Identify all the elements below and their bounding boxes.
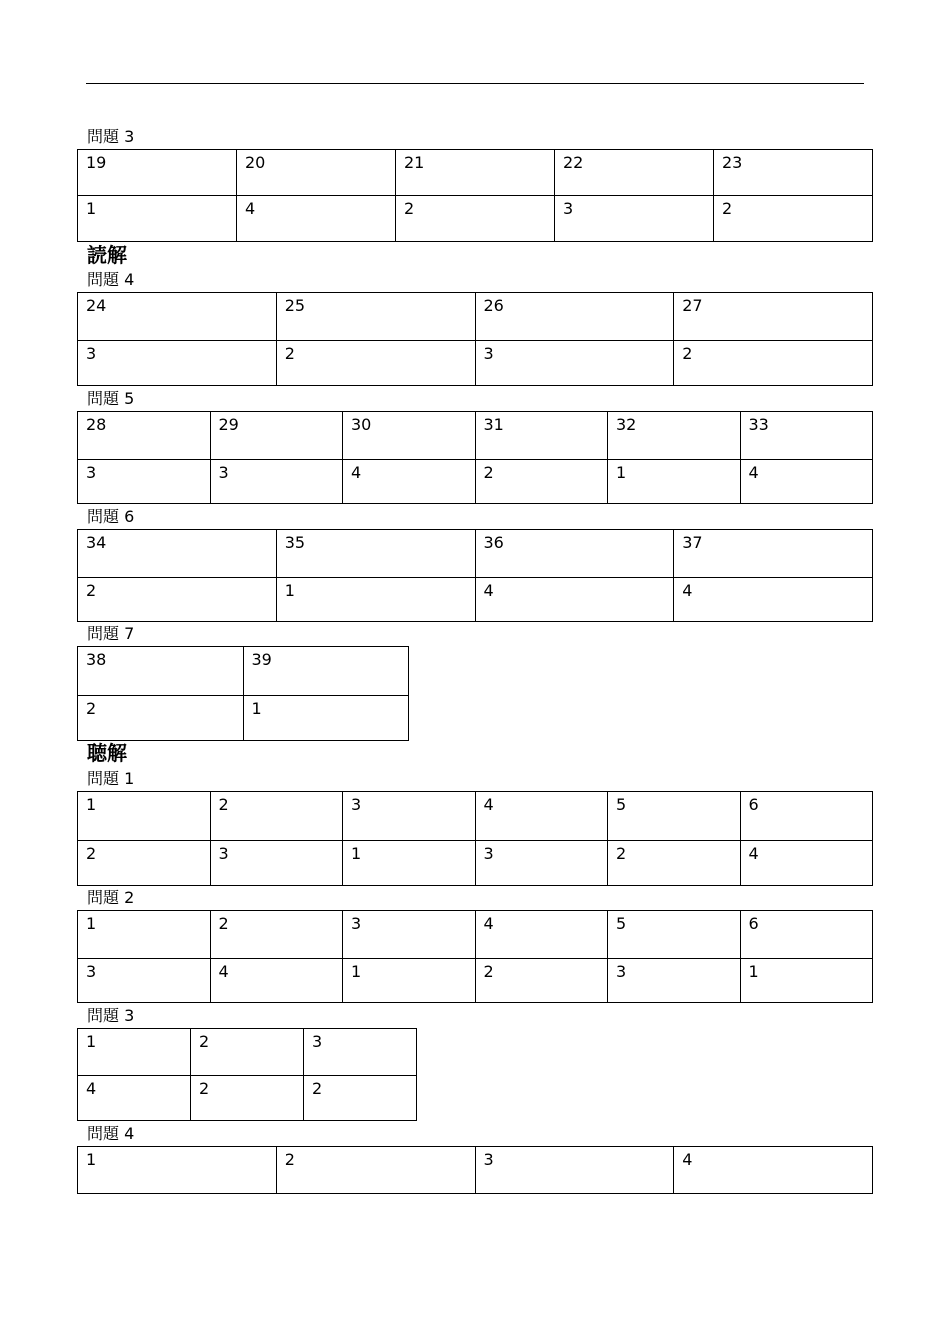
answer-row <box>78 196 873 242</box>
question-number-cell: 35 <box>276 530 475 578</box>
question-number-cell: 32 <box>608 412 741 460</box>
question-number-row <box>78 150 873 196</box>
question-number-cell: 4 <box>475 792 608 841</box>
answer-cell: 2 <box>475 959 608 1003</box>
question-number-cell: 2 <box>210 792 343 841</box>
question-number-row <box>78 911 873 959</box>
question-number-cell: 3 <box>304 1029 417 1076</box>
answer-cell: 4 <box>343 460 476 504</box>
answer-cell: 3 <box>78 460 211 504</box>
question-number-cell: 28 <box>78 412 211 460</box>
question-number-cell: 36 <box>475 530 674 578</box>
question-group-label: 問題 6 <box>87 507 135 526</box>
header-rule <box>86 83 864 84</box>
question-number-cell: 6 <box>740 792 873 841</box>
question-number-cell: 3 <box>475 1147 674 1194</box>
question-number-cell: 1 <box>78 1029 191 1076</box>
question-group-label: 問題 3 <box>87 127 135 146</box>
answer-cell: 3 <box>608 959 741 1003</box>
question-number-row <box>78 293 873 341</box>
answer-row <box>78 460 873 504</box>
answer-cell: 3 <box>475 841 608 886</box>
answer-table <box>77 411 873 504</box>
answer-cell: 3 <box>210 841 343 886</box>
question-number-cell: 19 <box>78 150 237 196</box>
question-group-label: 問題 4 <box>87 270 135 289</box>
question-number-cell: 22 <box>555 150 714 196</box>
answer-table <box>77 646 409 741</box>
answer-cell: 2 <box>674 341 873 386</box>
answer-row <box>78 1076 417 1121</box>
answer-cell: 4 <box>237 196 396 242</box>
question-group-label: 問題 5 <box>87 389 135 408</box>
question-number-cell: 5 <box>608 911 741 959</box>
section-heading-listening: 聴解 <box>87 741 127 765</box>
question-number-cell: 2 <box>210 911 343 959</box>
question-group-label: 問題 3 <box>87 1006 135 1025</box>
answer-cell: 4 <box>740 841 873 886</box>
answer-table <box>77 1028 417 1121</box>
answer-table <box>77 292 873 386</box>
question-group-label: 問題 7 <box>87 624 135 643</box>
question-number-cell: 6 <box>740 911 873 959</box>
answer-cell: 2 <box>276 341 475 386</box>
answer-cell: 1 <box>276 578 475 622</box>
question-number-cell: 21 <box>396 150 555 196</box>
answer-cell: 3 <box>210 460 343 504</box>
question-number-row <box>78 1029 417 1076</box>
answer-cell: 2 <box>475 460 608 504</box>
answer-cell: 4 <box>674 578 873 622</box>
question-number-cell: 4 <box>674 1147 873 1194</box>
answer-table <box>77 529 873 622</box>
question-number-cell: 38 <box>78 647 244 696</box>
answer-cell: 1 <box>740 959 873 1003</box>
question-group-label: 問題 2 <box>87 888 135 907</box>
answer-cell: 4 <box>740 460 873 504</box>
question-number-row <box>78 792 873 841</box>
question-number-cell: 24 <box>78 293 277 341</box>
answer-table <box>77 1146 873 1194</box>
question-number-cell: 27 <box>674 293 873 341</box>
section-heading-reading: 読解 <box>87 243 127 267</box>
answer-cell: 4 <box>78 1076 191 1121</box>
answer-cell: 2 <box>191 1076 304 1121</box>
answer-cell: 2 <box>78 696 244 741</box>
question-number-row <box>78 412 873 460</box>
answer-row <box>78 341 873 386</box>
answer-table <box>77 910 873 1003</box>
question-number-row <box>78 530 873 578</box>
answer-cell: 2 <box>304 1076 417 1121</box>
question-number-cell: 1 <box>78 911 211 959</box>
question-number-cell: 2 <box>276 1147 475 1194</box>
question-number-cell: 39 <box>243 647 409 696</box>
answer-cell: 2 <box>608 841 741 886</box>
answer-cell: 3 <box>78 959 211 1003</box>
question-number-cell: 3 <box>343 911 476 959</box>
answer-cell: 4 <box>475 578 674 622</box>
answer-cell: 3 <box>555 196 714 242</box>
question-number-cell: 33 <box>740 412 873 460</box>
question-number-row <box>78 1147 873 1194</box>
question-group-label: 問題 4 <box>87 1124 135 1143</box>
question-number-cell: 34 <box>78 530 277 578</box>
question-number-cell: 26 <box>475 293 674 341</box>
question-number-row <box>78 647 409 696</box>
question-number-cell: 1 <box>78 792 211 841</box>
answer-cell: 3 <box>78 341 277 386</box>
answer-cell: 1 <box>243 696 409 741</box>
answer-cell: 2 <box>78 841 211 886</box>
question-number-cell: 1 <box>78 1147 277 1194</box>
question-number-cell: 25 <box>276 293 475 341</box>
question-number-cell: 30 <box>343 412 476 460</box>
question-number-cell: 3 <box>343 792 476 841</box>
answer-cell: 2 <box>78 578 277 622</box>
question-number-cell: 23 <box>714 150 873 196</box>
answer-cell: 2 <box>714 196 873 242</box>
answer-row <box>78 959 873 1003</box>
question-number-cell: 29 <box>210 412 343 460</box>
answer-cell: 1 <box>343 959 476 1003</box>
answer-row <box>78 841 873 886</box>
answer-table <box>77 149 873 242</box>
question-number-cell: 20 <box>237 150 396 196</box>
answer-cell: 1 <box>78 196 237 242</box>
answer-cell: 1 <box>343 841 476 886</box>
answer-cell: 2 <box>396 196 555 242</box>
answer-cell: 4 <box>210 959 343 1003</box>
question-number-cell: 5 <box>608 792 741 841</box>
question-number-cell: 4 <box>475 911 608 959</box>
answer-row <box>78 696 409 741</box>
answer-table <box>77 791 873 886</box>
answer-row <box>78 578 873 622</box>
question-number-cell: 2 <box>191 1029 304 1076</box>
question-group-label: 問題 1 <box>87 769 135 788</box>
question-number-cell: 31 <box>475 412 608 460</box>
question-number-cell: 37 <box>674 530 873 578</box>
answer-cell: 1 <box>608 460 741 504</box>
answer-cell: 3 <box>475 341 674 386</box>
